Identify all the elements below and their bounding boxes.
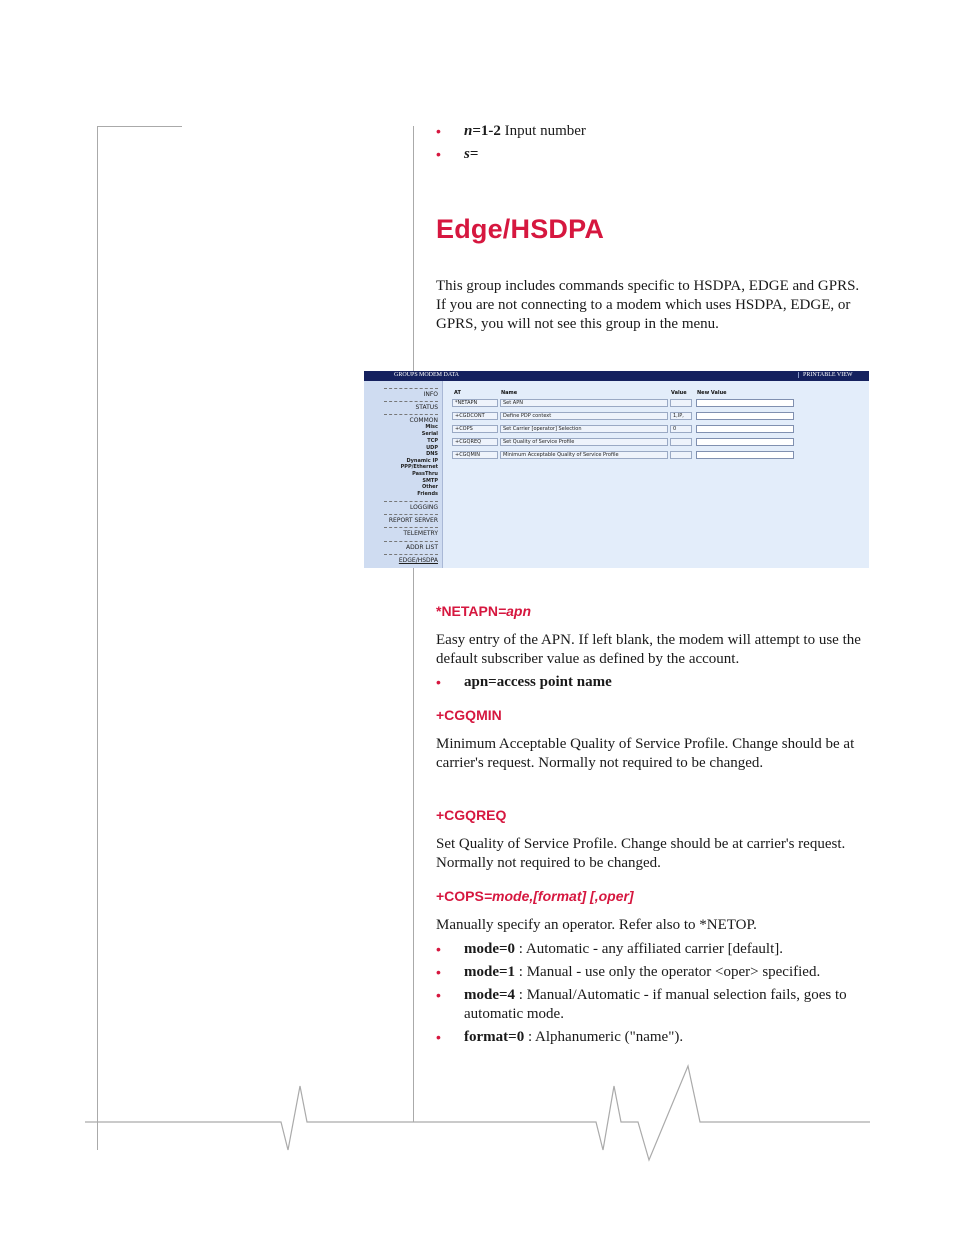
bullet-n: • n=1-2 Input number — [436, 123, 586, 139]
left-margin-rule — [97, 126, 98, 1150]
nav-udp[interactable]: UDP — [426, 445, 438, 451]
nav-misc[interactable]: Misc — [425, 424, 438, 430]
bullet-format-0: • format=0 : Alphanumeric ("name"). — [436, 1029, 684, 1045]
modem-data-label: MODEM DATA — [419, 372, 460, 378]
bullet-dot: • — [436, 987, 441, 1003]
cgqreq-heading: +CGQREQ — [436, 807, 507, 823]
netapn-heading: *NETAPN=apn — [436, 603, 532, 619]
modem-data-screenshot — [364, 371, 869, 568]
nav-telemetry[interactable]: TELEMETRY — [403, 530, 438, 537]
row-value — [670, 399, 692, 407]
nav-status[interactable]: STATUS — [415, 404, 438, 411]
row-value — [670, 451, 692, 459]
bullet-mode-1: • mode=1 : Manual - use only the operator <oper> specified. — [436, 964, 821, 980]
new-value-input[interactable] — [696, 425, 794, 433]
screenshot-header-bar — [364, 371, 869, 381]
bullet-dot: • — [436, 964, 441, 980]
footer-waveform — [0, 1060, 954, 1170]
column-divider-rule — [413, 126, 414, 1122]
nav-addr-list[interactable]: ADDR LIST — [405, 544, 438, 551]
nav-edge-hsdpa[interactable]: EDGE/HSDPA — [398, 557, 438, 564]
nav-passthru[interactable]: PassThru — [412, 471, 438, 477]
nav-ppp-ethernet[interactable]: PPP/Ethernet — [400, 464, 438, 470]
row-name: Set APN — [500, 399, 668, 407]
bullet-dot: • — [436, 146, 441, 162]
new-value-input[interactable] — [696, 399, 794, 407]
nav-smtp[interactable]: SMTP — [422, 478, 438, 484]
cgqreq-description: Set Quality of Service Profile. Change should be at carrier's request. Normally not required to be changed. — [436, 836, 846, 871]
section-heading: Edge/HSDPA — [436, 214, 605, 244]
bullet-dot: • — [436, 123, 441, 139]
new-value-input[interactable] — [696, 438, 794, 446]
bullet-mode-4: • mode=4 : Manual/Automatic - if manual selection fails, goes to automatic mode. — [436, 987, 847, 1022]
col-value: Value — [671, 390, 687, 396]
cops-description: Manually specify an operator. Refer also to *NETOP. — [436, 917, 757, 933]
nav-info[interactable]: INFO — [423, 391, 438, 398]
nav-dns[interactable]: DNS — [426, 451, 438, 457]
groups-sidebar — [364, 381, 443, 568]
row-at: +CGQMIN — [452, 451, 498, 459]
netapn-description: Easy entry of the APN. If left blank, the modem will attempt to use the default subscriber value as defined by the account. — [436, 632, 861, 667]
bullet-dot: • — [436, 1029, 441, 1045]
col-at: AT — [454, 390, 461, 396]
new-value-input[interactable] — [696, 412, 794, 420]
row-at: *NETAPN — [452, 399, 498, 407]
nav-logging[interactable]: LOGGING — [409, 504, 438, 511]
row-at: +CGQREQ — [452, 438, 498, 446]
row-name: Set Carrier [operator] Selection — [500, 425, 668, 433]
netapn-bullets — [436, 673, 612, 696]
cgqmin-description: Minimum Acceptable Quality of Service Profile. Change should be at carrier's request. Normally not required to be changed. — [436, 736, 855, 771]
intro-paragraph: This group includes commands specific to HSDPA, EDGE and GPRS. If you are not connecting to a modem which uses HSDPA, EDGE, or GPRS, you will not see this group in the menu. — [436, 278, 860, 332]
bullet-dot: • — [436, 941, 441, 957]
row-at: +CGDCONT — [452, 412, 498, 420]
nav-other[interactable]: Other — [421, 484, 438, 490]
nav-report-server[interactable]: REPORT SERVER — [388, 517, 438, 524]
row-value — [670, 438, 692, 446]
cgqmin-heading: +CGQMIN — [436, 707, 502, 723]
bullet-apn: • apn=access point name — [436, 674, 612, 690]
cops-bullets — [436, 940, 872, 1051]
row-name: Define PDP context — [500, 412, 668, 420]
groups-label: GROUPS — [394, 372, 418, 378]
nav-serial[interactable]: Serial — [421, 431, 438, 437]
row-name: Minimum Acceptable Quality of Service Profile — [500, 451, 668, 459]
printable-view-label[interactable]: PRINTABLE VIEW — [798, 372, 853, 378]
nav-friends[interactable]: Friends — [417, 491, 438, 497]
row-at: +COPS — [452, 425, 498, 433]
nav-tcp[interactable]: TCP — [427, 438, 438, 444]
top-left-rule — [97, 126, 182, 127]
row-name: Set Quality of Service Profile — [500, 438, 668, 446]
new-value-input[interactable] — [696, 451, 794, 459]
top-bullet-list — [436, 122, 586, 168]
nav-common[interactable]: COMMON — [409, 417, 438, 424]
bullet-dot: • — [436, 674, 441, 690]
col-new-value: New Value — [697, 390, 727, 396]
nav-dynamic-ip[interactable]: Dynamic IP — [406, 458, 438, 464]
bullet-mode-0: • mode=0 : Automatic - any affiliated carrier [default]. — [436, 941, 783, 957]
row-value: 0 — [670, 425, 692, 433]
bullet-s: • s= — [436, 146, 479, 162]
col-name: Name — [501, 390, 518, 396]
cops-heading: +COPS=mode,[format] [,oper] — [436, 888, 634, 904]
row-value: 1,IP, — [670, 412, 692, 420]
